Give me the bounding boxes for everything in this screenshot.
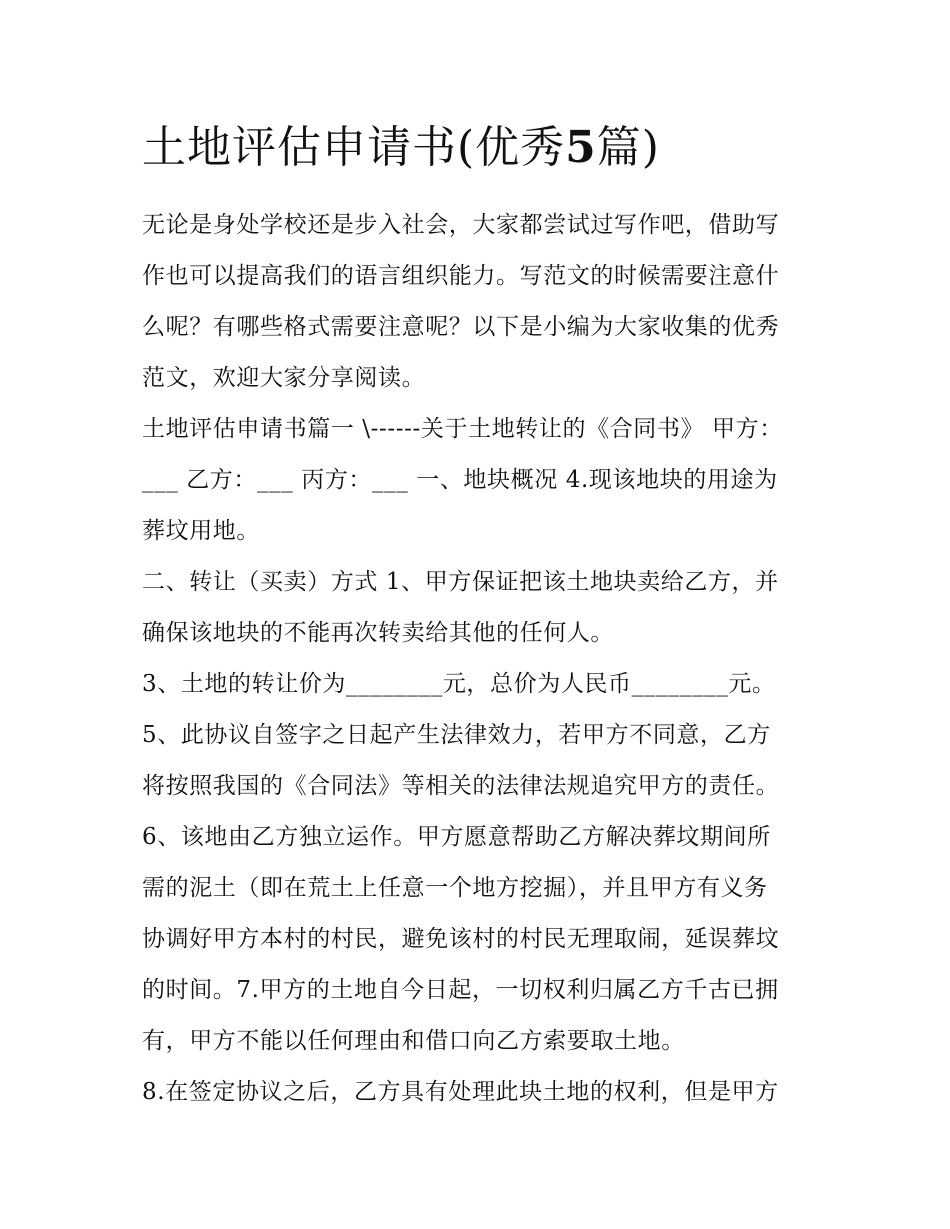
document-body	[142, 200, 817, 1118]
text-line: 3、土地的转让价为________元，总价为人民币________元。	[142, 671, 776, 697]
title-prefix: 土地评估申请书(优秀	[142, 122, 566, 173]
paragraph-operation	[142, 812, 817, 1067]
text-line: 8.在签定协议之后，乙方具有处理此块土地的权利，但是甲方	[142, 1079, 779, 1105]
text-line: 确保该地块的不能再次转卖给其他的任何人。	[142, 620, 614, 646]
document-title	[142, 118, 660, 178]
text-line: 协调好甲方本村的村民，避免该村的村民无理取闹，延误葬坟	[142, 926, 780, 952]
text-line: 将按照我国的《合同法》等相关的法律法规追究甲方的责任。	[142, 773, 780, 799]
text-line: 需的泥土（即在荒土上任意一个地方挖掘），并且甲方有义务	[142, 875, 768, 901]
text-line: 作也可以提高我们的语言组织能力。写范文的时候需要注意什	[142, 263, 780, 289]
paragraph-legal-effect	[142, 710, 817, 812]
text-line: 5、此协议自签字之日起产生法律效力，若甲方不同意，乙方	[142, 722, 771, 748]
text-line: 的时间。7.甲方的土地自今日起，一切权利归属乙方千古已拥	[142, 977, 779, 1003]
text-line: 有，甲方不能以任何理由和借口向乙方索要取土地。	[142, 1028, 685, 1054]
title-number: 5	[565, 122, 597, 173]
paragraph-transfer-method	[142, 557, 817, 659]
text-line: 6、该地由乙方独立运作。甲方愿意帮助乙方解决葬坟期间所	[142, 824, 771, 850]
text-line: 范文，欢迎大家分享阅读。	[142, 365, 426, 391]
text-line: ___ 乙方：___ 丙方：___ 一、地块概况 4.现该地块的用途为	[142, 467, 778, 493]
text-line: 二、转让（买卖）方式 1、甲方保证把该土地块卖给乙方，并	[142, 569, 779, 595]
title-suffix: 篇)	[596, 122, 660, 173]
paragraph-after-signing	[142, 1067, 817, 1118]
text-line: 无论是身处学校还是步入社会，大家都尝试过写作吧，借助写	[142, 212, 780, 238]
text-line: 土地评估申请书篇一 \------关于土地转让的《合同书》 甲方：	[142, 416, 783, 442]
text-line: 葬坟用地。	[142, 518, 260, 544]
paragraph-price	[142, 659, 817, 710]
text-line: 么呢？有哪些格式需要注意呢？以下是小编为大家收集的优秀	[142, 314, 780, 340]
paragraph-intro	[142, 200, 817, 404]
paragraph-section-one	[142, 404, 817, 557]
